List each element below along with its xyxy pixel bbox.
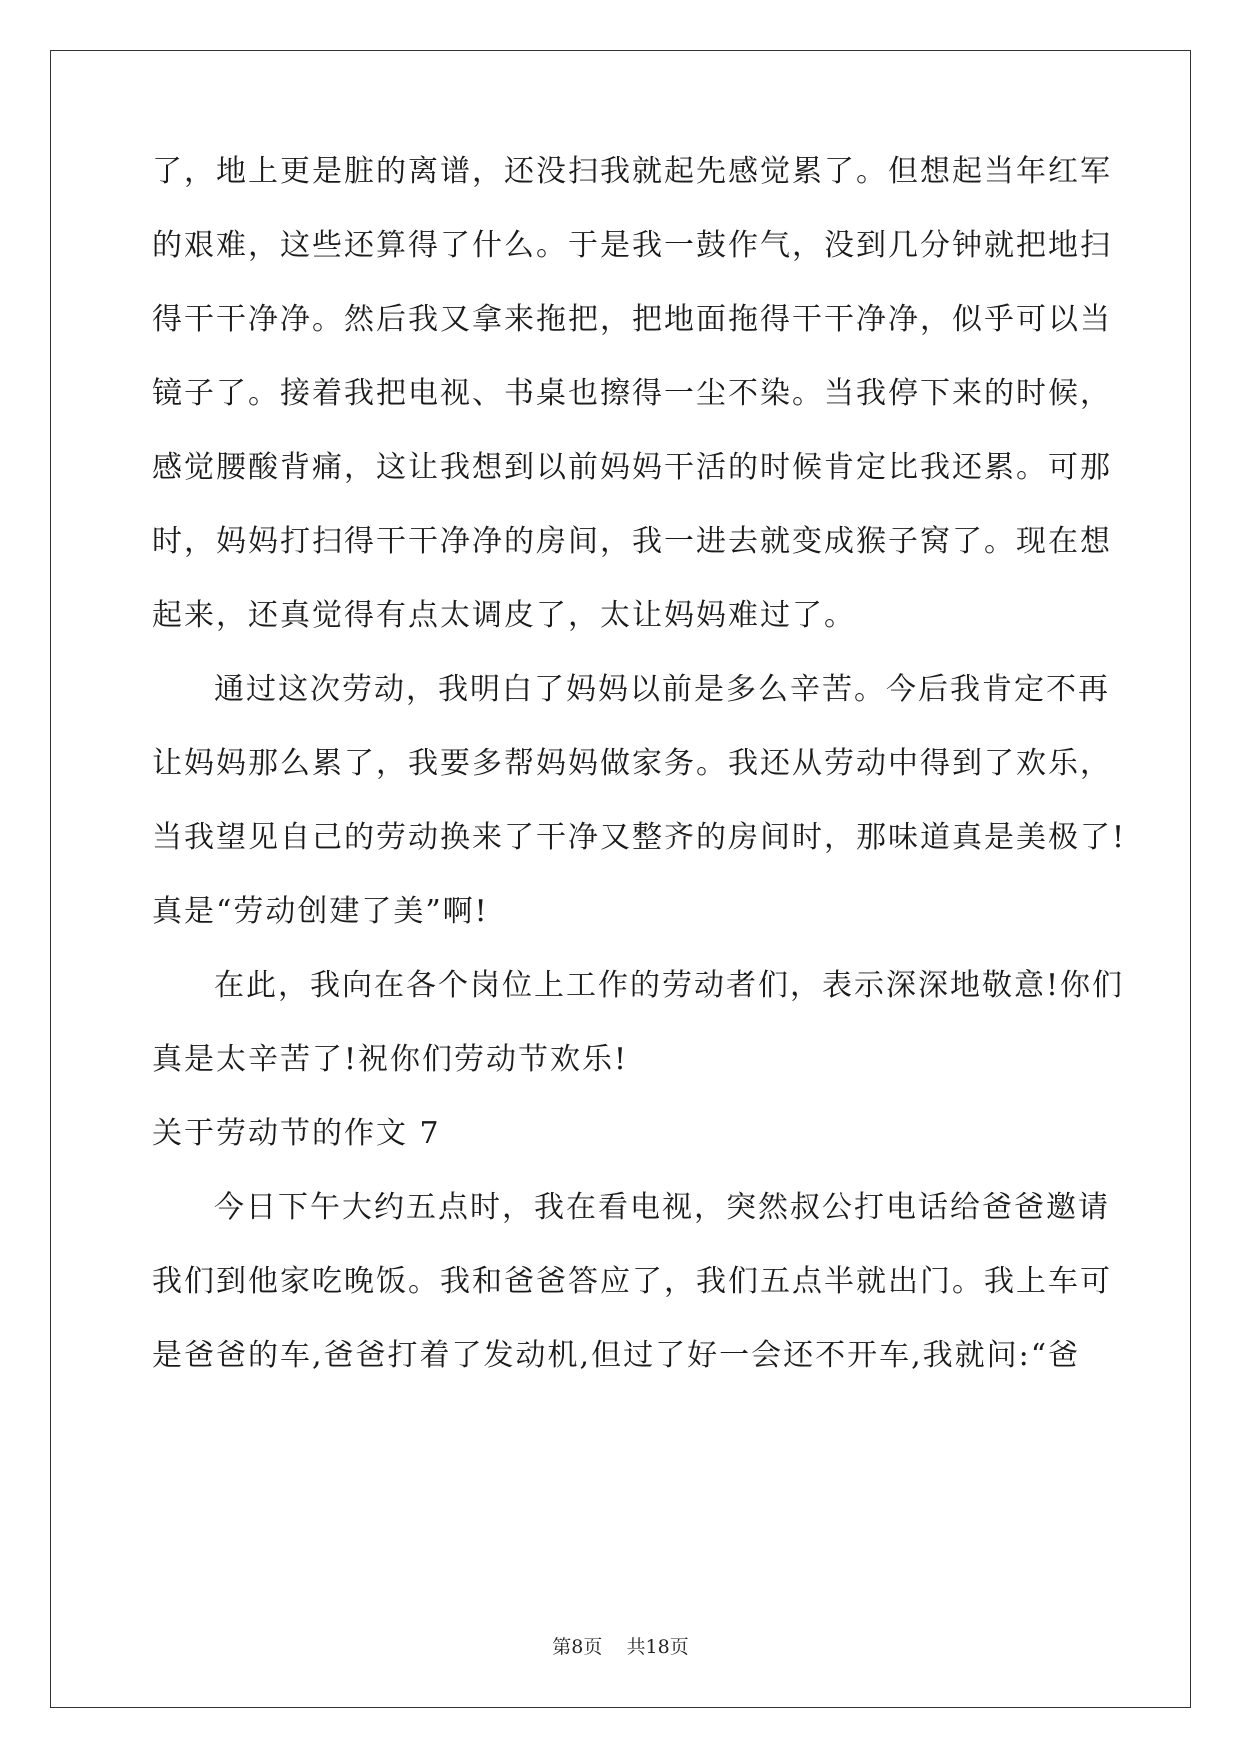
text-line: 是爸爸的车,爸爸打着了发动机,但过了好一会还不开车,我就问:“爸: [152, 1338, 1081, 1373]
paragraph-start-line: 通过这次劳动，我明白了妈妈以前是多么辛苦。今后我肯定不再: [214, 672, 1110, 707]
text-line: 感觉腰酸背痛，这让我想到以前妈妈干活的时候肯定比我还累。可那: [152, 450, 1112, 485]
page-footer: 第8页 共18页: [552, 1636, 689, 1658]
page-border: [50, 50, 1191, 1708]
text-line: 我们到他家吃晚饭。我和爸爸答应了，我们五点半就出门。我上车可: [152, 1264, 1112, 1299]
text-line: 得干干净净。然后我又拿来拖把，把地面拖得干干净净，似乎可以当: [152, 302, 1112, 337]
section-heading: 关于劳动节的作文 7: [152, 1116, 441, 1151]
paragraph-start-line: 今日下午大约五点时，我在看电视，突然叔公打电话给爸爸邀请: [214, 1190, 1110, 1225]
text-line: 当我望见自己的劳动换来了干净又整齐的房间时，那味道真是美极了!: [152, 820, 1127, 855]
text-line: 的艰难，这些还算得了什么。于是我一鼓作气，没到几分钟就把地扫: [152, 228, 1112, 263]
text-line: 镜子了。接着我把电视、书桌也擦得一尘不染。当我停下来的时候，: [152, 376, 1112, 411]
paragraph-start-line: 在此，我向在各个岗位上工作的劳动者们，表示深深地敬意!你们: [214, 968, 1125, 1003]
text-line: 起来，还真觉得有点太调皮了，太让妈妈难过了。: [152, 598, 856, 633]
text-line: 了，地上更是脏的离谱，还没扫我就起先感觉累了。但想起当年红军: [152, 154, 1112, 189]
text-line: 让妈妈那么累了，我要多帮妈妈做家务。我还从劳动中得到了欢乐，: [152, 746, 1112, 781]
text-line: 时，妈妈打扫得干干净净的房间，我一进去就变成猴子窝了。现在想: [152, 524, 1112, 559]
text-line: 真是“劳动创建了美”啊!: [152, 894, 489, 929]
text-line: 真是太辛苦了!祝你们劳动节欢乐!: [152, 1042, 629, 1077]
